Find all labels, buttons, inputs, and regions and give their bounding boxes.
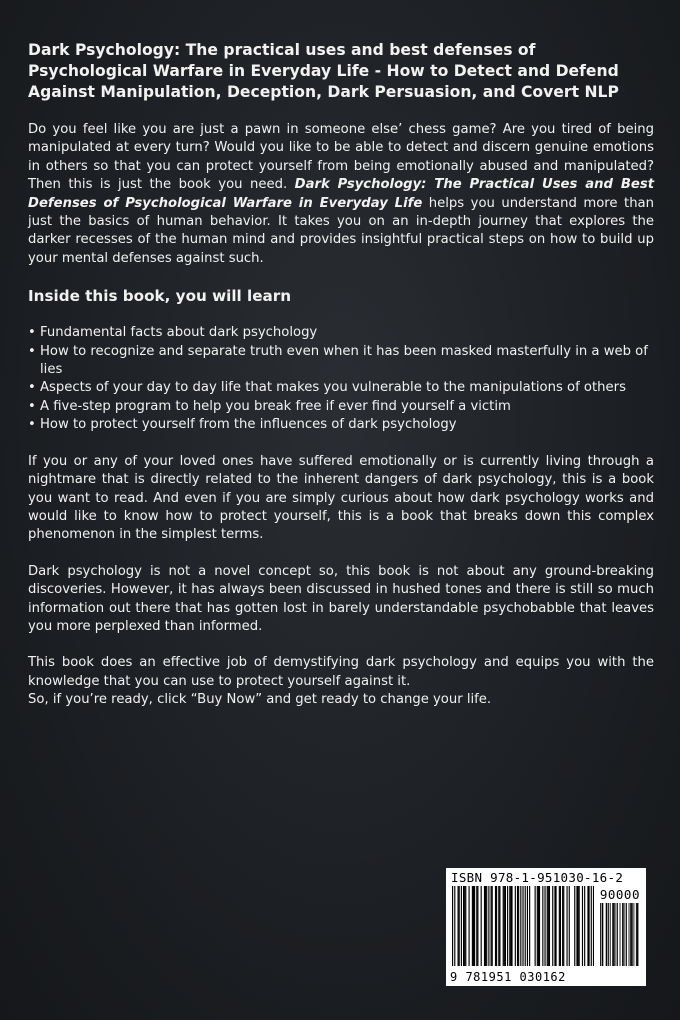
barcode-bar [459,886,460,966]
barcode-bar [577,886,578,966]
barcode-bar [602,903,603,966]
barcode-bar [496,886,497,966]
barcode-bar [464,886,465,966]
barcode-bar [454,886,455,966]
barcode-bar [474,886,475,966]
barcode-bar [477,886,478,966]
barcode-bar [632,903,633,966]
barcode-bar [507,886,508,966]
barcode-bar [582,886,583,966]
barcode-bar [484,886,485,966]
barcode-bar [505,886,506,966]
price-code: 90000 [599,887,640,902]
barcode-bar [517,886,518,966]
barcode-bar [638,903,639,966]
barcode-bar [518,886,519,966]
barcode-bar [522,886,523,966]
barcode-bar [509,886,510,966]
barcode-bar [555,886,556,966]
barcode-bar [566,886,567,966]
list-item [28,379,654,397]
barcode-bar [608,903,609,966]
intro-paragraph [28,121,654,268]
barcode-bar [591,886,592,966]
intro-book-title: Dark Psychology: The Practical Uses and Best Defenses of Psychological Warfare in Everyday Life [28,177,654,211]
learn-heading: Inside this book, you will learn [28,287,292,306]
barcode-bar [495,886,496,966]
barcode-bar [630,903,631,966]
barcode-bar [623,903,624,966]
barcode-bar [542,886,543,966]
barcode-bar [633,903,634,966]
barcode-bar [600,903,601,966]
barcode-bar [452,886,453,966]
barcode-bar [612,903,613,966]
barcode-bar [538,886,539,966]
barcode-bar [626,903,627,966]
barcode-bar [511,886,512,966]
bullet-icon: • [28,325,36,341]
barcode-bar [579,886,580,966]
barcode-bar [548,886,549,966]
barcode-bar [491,886,492,966]
paragraph-demystifying: This book does an effective job of demystifying dark psychology and equips you with the knowledge that you can use to protect yourself against it. [28,655,654,689]
barcode-bar [527,886,528,966]
barcode-bar [554,886,555,966]
bullet-icon: • [28,417,36,433]
list-item [28,398,654,416]
barcode-bar [549,886,550,966]
barcode-bar [613,903,614,966]
bullet-icon: • [28,398,36,414]
barcode-bar [629,903,630,966]
barcode-bar [539,886,540,966]
barcode-bar [488,886,489,966]
barcode-bar [620,903,621,966]
barcode-bar [610,903,611,966]
list-item-text: Aspects of your day to day life that makes you vulnerable to the manipulations of others [40,380,626,396]
barcode-bar [515,886,516,966]
barcode-bar [485,886,486,966]
barcode-bar [472,886,473,966]
paragraph-not-novel: Dark psychology is not a novel concept so, this book is not about any ground-breaking discoveries. However, it has always been discussed in hushed tones and there is still so much information out there that has gotten lost in barely understandable psychobabble that leaves you more perplexed than informed. [28,563,654,634]
bullet-icon: • [28,380,36,396]
barcode-bar [631,903,632,966]
barcode-bar [529,886,530,966]
barcode-bar [562,886,563,966]
barcode-bar [637,903,638,966]
barcode-bar [563,886,564,966]
barcode-bar [569,886,570,966]
barcode-bar [636,903,637,966]
barcode-bar [499,886,500,966]
barcode-bar [547,886,548,966]
barcode-bar [463,886,464,966]
barcode-addon-bars-icon [600,903,640,966]
list-item [28,324,654,342]
barcode-bar [537,886,538,966]
barcode-bar [503,886,504,966]
barcode-bar [614,903,615,966]
barcode-bar [574,886,575,966]
barcode-bar [461,886,462,966]
intro-text-2: helps you understand more than just the basics of human behavior. It takes you on an in-depth journey that explores the darker recesses of the human mind and provides insightful practical steps on how to build up your mental defenses against such. [28,195,654,266]
barcode-bar [593,886,594,966]
barcode-bar [624,903,625,966]
barcode-bar [535,886,536,966]
list-item-text: Fundamental facts about dark psychology [40,325,318,341]
learn-list [28,324,654,434]
barcode-bar [584,886,585,966]
barcode-bar [458,886,459,966]
barcode-bar [606,903,607,966]
back-cover-text [28,40,654,710]
list-item-text: A five-step program to help you break free if ever find yourself a victim [40,398,511,414]
intro-text-1: Do you feel like you are just a pawn in someone else’ chess game? Are you tired of being manipulated at every turn? Would you like to be able to detect and discern genuine emotions in others so that you can protect yourself from being emotionally abused and manipulated? Then this is just the book you need. [28,122,654,193]
barcode-bar [486,886,487,966]
barcode-bar [498,886,499,966]
paragraph-call-to-action: So, if you’re ready, click “Buy Now” and get ready to change your life. [28,692,492,708]
barcode-bar [602,903,603,966]
bullet-icon: • [28,343,36,359]
list-item-text: How to protect yourself from the influences of dark psychology [40,417,457,433]
isbn-label: ISBN 978-1-951030-16-2 [451,870,624,885]
barcode-bar [616,903,617,966]
barcode-bar [504,886,505,966]
barcode-bar [560,886,561,966]
barcode-bar [525,886,526,966]
barcode-bar [617,903,618,966]
list-item [28,416,654,434]
paragraph-suffering: If you or any of your loved ones have suffered emotionally or is currently living through a nightmare that is directly related to the inherent dangers of dark psychology, this is a book you want to read. And even if you are simply curious about how dark psychology works and would like to know how to protect yourself, this is a book that breaks down this complex phenomenon in the simplest terms. [28,453,654,543]
barcode-bar [492,886,493,966]
barcode-bar [588,886,589,966]
barcode-bar [473,886,474,966]
barcode-bar [576,886,577,966]
barcode-bar [510,886,511,966]
barcode-bar [520,886,521,966]
list-item [28,343,654,380]
list-item-text: How to recognize and separate truth even when it has been masked masterfully in a web of lies [40,343,648,378]
barcode-bar [607,903,608,966]
barcode-bar [481,886,482,966]
barcode-bar [469,886,470,966]
barcode-bar [622,903,623,966]
barcode-bar [559,886,560,966]
barcode-bar [465,886,466,966]
book-title: Dark Psychology: The practical uses and best defenses of Psychological Warfare in Everyday Life - How to Detect and Defend Against Manipulation, Deception, Dark Persuasion, and Covert NLP [28,41,619,101]
barcode-bar [552,886,553,966]
barcode-digits: 9 781951 030162 [450,970,566,984]
barcode-bars-icon [452,886,594,966]
barcode-bar [544,886,545,966]
barcode-bar [476,886,477,966]
isbn-barcode [446,868,646,986]
barcode-bar [587,886,588,966]
